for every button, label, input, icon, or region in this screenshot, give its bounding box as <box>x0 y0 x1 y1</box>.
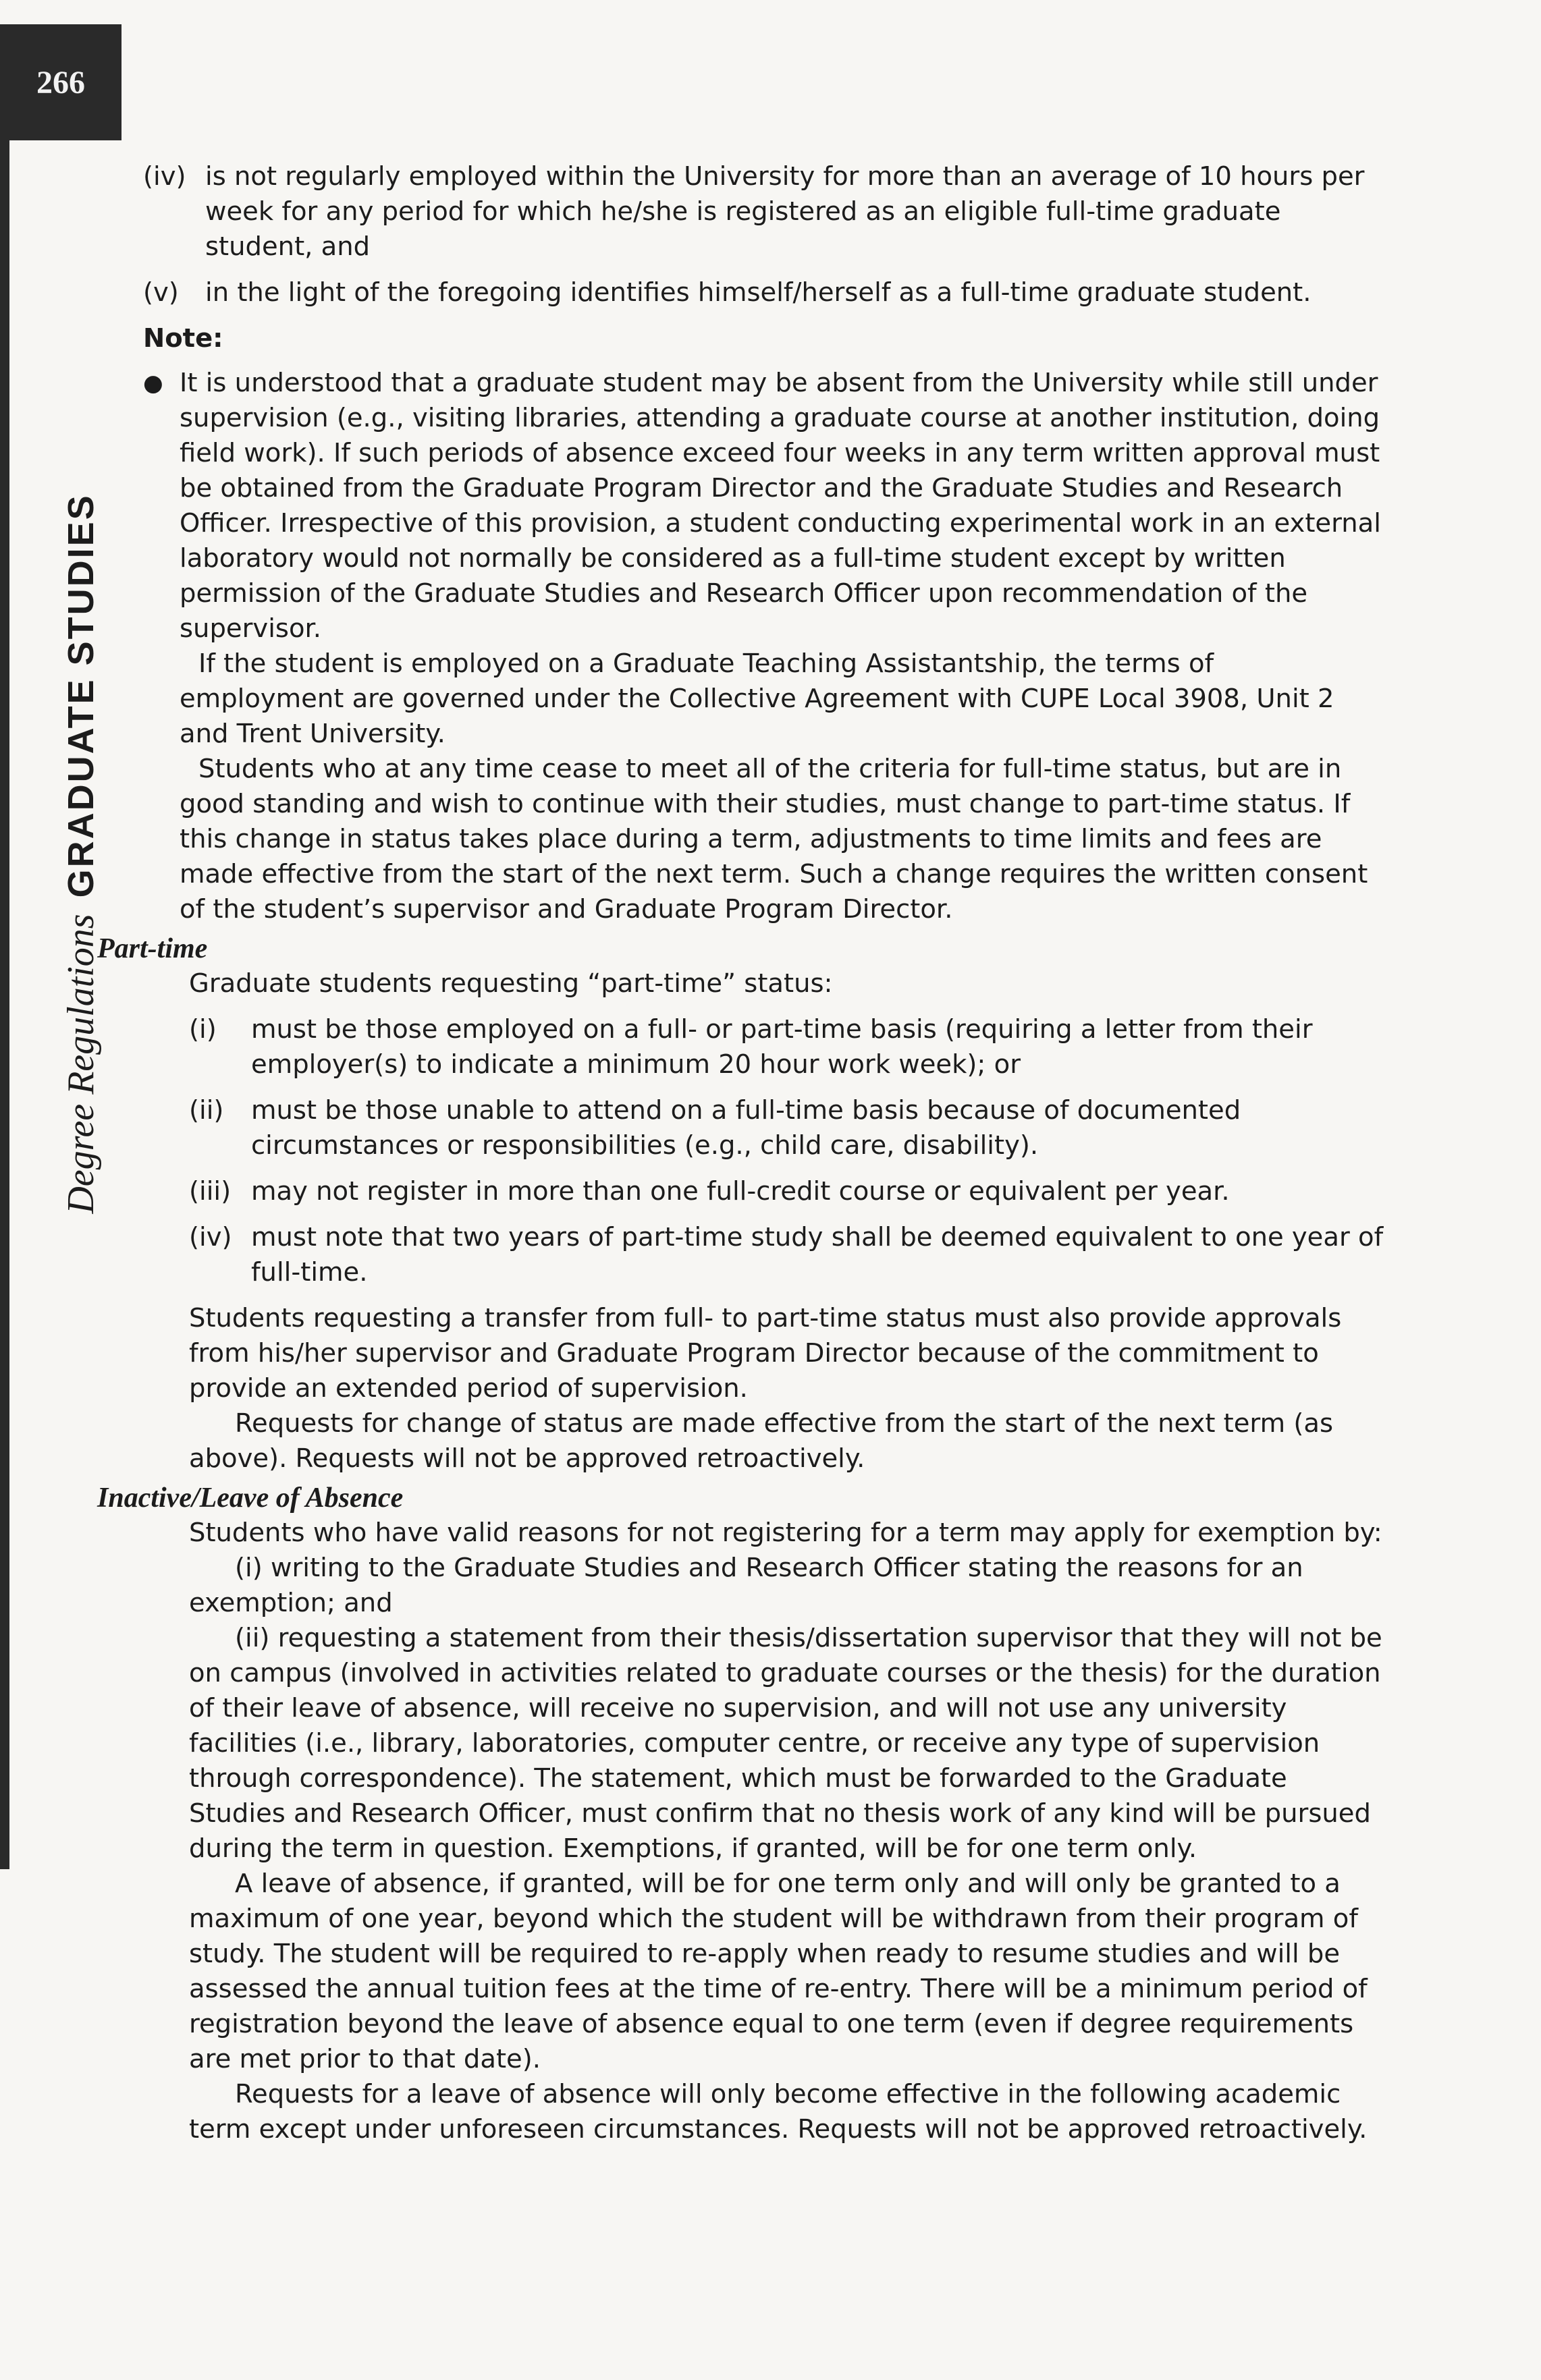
item-number: (ii) <box>189 1095 224 1126</box>
item-number: (iv) <box>143 161 186 192</box>
side-running-header <box>59 493 103 1213</box>
item-text: in the light of the foregoing identifies himself/herself as a full-time graduate student. <box>205 277 1312 308</box>
inactive-section <box>97 1516 1385 2147</box>
note-block <box>143 366 1385 927</box>
item-text: may not register in more than one full-credit course or equivalent per year. <box>251 1176 1230 1207</box>
note-paragraph: It is understood that a graduate student may be absent from the University while still under supervision (e.g., visiting libraries, attending a graduate course at another institution, doing field work). If such periods of absence exceed four weeks in any term written approval must be obtained from the Graduate Program Director and the Graduate Studies and Research Officer. Irrespective of this provision, a student conducting experimental work in an external laboratory would not normally be considered as a full-time student except by written permission of the Graduate Studies and Research Officer upon recommendation of the supervisor. <box>180 368 1381 644</box>
item-number: (iv) <box>189 1222 232 1252</box>
inactive-heading: Inactive/Leave of Absence <box>97 1483 404 1514</box>
criteria-item <box>143 159 1385 265</box>
left-margin-rule <box>0 135 9 1869</box>
section-paragraph: Requests for a leave of absence will only become effective in the following academic term except under unforeseen circumstances. Requests will not be approved retroactively. <box>189 2079 1368 2144</box>
part-time-item <box>189 1012 1385 1082</box>
page-content <box>97 159 1385 2147</box>
part-time-item <box>189 1220 1385 1290</box>
section-label: GRADUATE STUDIES <box>61 493 101 898</box>
section-paragraph: (i) writing to the Graduate Studies and Research Officer stating the reasons for an exemption; and <box>189 1553 1303 1618</box>
regulation-label: Degree Regulations <box>60 914 102 1214</box>
item-number: (iii) <box>189 1176 232 1207</box>
criteria-item <box>143 275 1385 310</box>
section-paragraph: Students requesting a transfer from full- to part-time status must also provide approvals from his/her supervisor and Graduate Program Director because of the commitment to provide an extended period of supervision. <box>189 1303 1342 1404</box>
part-time-item <box>189 1093 1385 1163</box>
part-time-heading: Part-time <box>97 933 208 964</box>
page-number: 266 <box>0 24 121 140</box>
item-text: must be those employed on a full- or part-time basis (requiring a letter from their employer(s) to indicate a minimum 20 hour work week); or <box>251 1014 1313 1080</box>
note-label: Note: <box>143 323 223 354</box>
section-paragraph: (ii) requesting a statement from their thesis/dissertation supervisor that they will not be on campus (involved in activities related to graduate courses or the thesis) for the duration of their leave of absence, will receive no supervision, and will not use any university facilities (i.e., library, laboratories, computer centre, or receive any type of supervision through correspondence). The statement, which must be forwarded to the Graduate Studies and Research Officer, must confirm that no thesis work of any kind will be pursued during the term in question. Exemptions, if granted, will be for one term only. <box>189 1623 1382 1864</box>
note-paragraph: If the student is employed on a Graduate Teaching Assistantship, the terms of employment are governed under the Collective Agreement with CUPE Local 3908, Unit 2 and Trent University. <box>180 648 1334 749</box>
part-time-item <box>189 1174 1385 1209</box>
item-text: is not regularly employed within the University for more than an average of 10 hours per week for any period for which he/she is registered as an eligible full-time graduate student, and <box>205 161 1365 262</box>
note-paragraph: Students who at any time cease to meet all of the criteria for full-time status, but are in good standing and wish to continue with their studies, must change to part-time status. If this change in status takes place during a term, adjustments to time limits and fees are made effective from the start of the next term. Such a change requires the written consent of the student’s supervisor and Graduate Program Director. <box>180 754 1368 924</box>
section-paragraph: A leave of absence, if granted, will be for one term only and will only be granted to a maximum of one year, beyond which the student will be withdrawn from their program of study. The student will be required to re-apply when ready to resume studies and will be assessed the annual tuition fees at the time of re-entry. There will be a minimum period of registration beyond the leave of absence equal to one term (even if degree requirements are met prior to that date). <box>189 1869 1368 2074</box>
section-intro: Graduate students requesting “part-time” status: <box>189 968 833 999</box>
item-text: must note that two years of part-time study shall be deemed equivalent to one year of full-time. <box>251 1222 1384 1288</box>
item-number: (v) <box>143 277 179 308</box>
section-paragraph: Requests for change of status are made effective from the start of the next term (as above). Requests will not be approved retroactively. <box>189 1408 1334 1474</box>
part-time-section <box>97 966 1385 1476</box>
bullet-icon: ● <box>143 370 163 397</box>
item-text: must be those unable to attend on a full-time basis because of documented circumstances or responsibilities (e.g., child care, disability). <box>251 1095 1241 1161</box>
item-number: (i) <box>189 1014 217 1045</box>
section-intro: Students who have valid reasons for not registering for a term may apply for exemption by: <box>189 1518 1382 1548</box>
